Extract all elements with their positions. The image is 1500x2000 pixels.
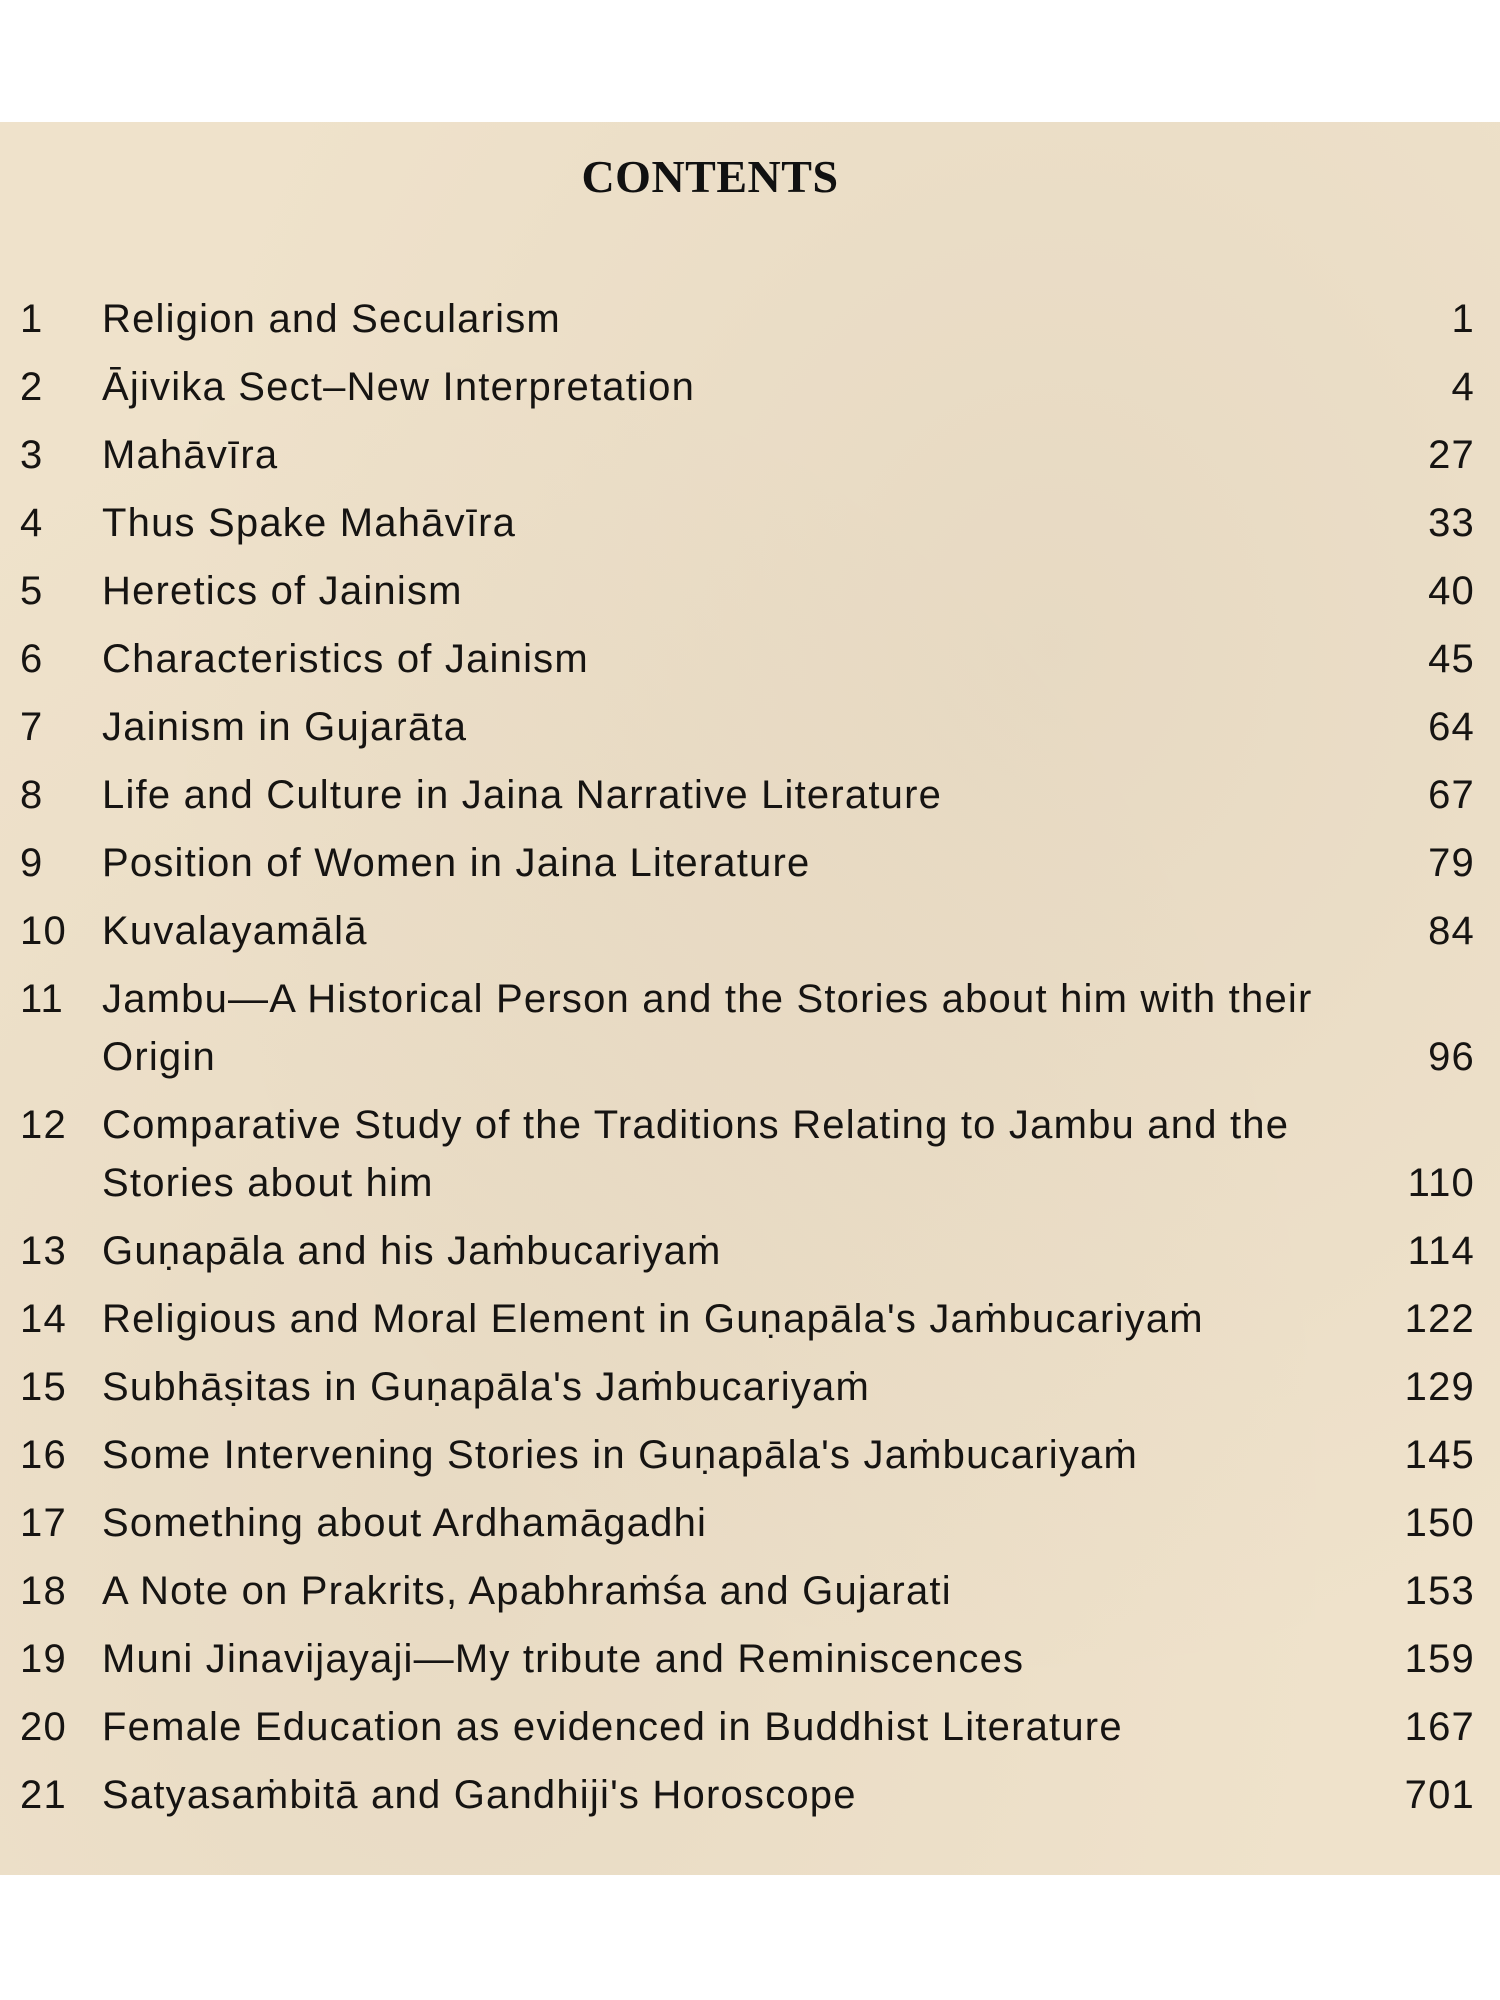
chapter-title: Religious and Moral Element in Guṇapāla's Jaṁbucariyaṁ — [102, 1297, 1204, 1341]
chapter-title: Characteristics of Jainism — [102, 637, 589, 681]
toc-entry — [20, 494, 1475, 562]
chapter-number: 11 — [20, 977, 64, 1021]
page-number: 110 — [1407, 1161, 1475, 1205]
chapter-number: 20 — [20, 1705, 67, 1749]
toc-entry — [20, 1222, 1475, 1290]
chapter-title: Guṇapāla and his Jaṁbucariyaṁ — [102, 1229, 722, 1273]
chapter-number: 2 — [20, 365, 44, 409]
toc-entry — [20, 426, 1475, 494]
toc-entry — [20, 1766, 1475, 1834]
chapter-title: Mahāvīra — [102, 433, 279, 477]
chapter-number: 19 — [20, 1637, 67, 1681]
chapter-title: Subhāṣitas in Guṇapāla's Jaṁbucariyaṁ — [102, 1365, 870, 1409]
chapter-title: Life and Culture in Jaina Narrative Literature — [102, 773, 943, 817]
chapter-title: Thus Spake Mahāvīra — [102, 501, 517, 545]
chapter-title: Kuvalayamālā — [102, 909, 368, 953]
chapter-number: 17 — [20, 1501, 67, 1545]
toc-entry — [20, 1358, 1475, 1426]
chapter-title: Some Intervening Stories in Guṇapāla's Jaṁbucariyaṁ — [102, 1433, 1138, 1477]
chapter-title: Muni Jinavijayaji—My tribute and Reminiscences — [102, 1637, 1025, 1681]
chapter-number: 7 — [20, 705, 44, 749]
page-number: 40 — [1428, 569, 1475, 613]
chapter-title: Jambu—A Historical Person and the Stories about him with their Origin — [102, 977, 1313, 1079]
chapter-number: 10 — [20, 909, 67, 953]
chapter-title: Female Education as evidenced in Buddhist Literature — [102, 1705, 1123, 1749]
book-page — [0, 122, 1500, 1875]
page-number: 67 — [1428, 773, 1475, 817]
page-number: 45 — [1428, 637, 1475, 681]
page-title: CONTENTS — [581, 151, 839, 202]
chapter-title: Comparative Study of the Traditions Relating to Jambu and the Stories about him — [102, 1103, 1290, 1205]
page-number: 167 — [1404, 1705, 1475, 1749]
chapter-number: 13 — [20, 1229, 67, 1273]
page-number: 114 — [1407, 1229, 1475, 1273]
table-of-contents — [20, 290, 1475, 1834]
page-number: 145 — [1404, 1433, 1475, 1477]
toc-entry — [20, 902, 1475, 970]
chapter-number: 3 — [20, 433, 44, 477]
page-number: 159 — [1404, 1637, 1475, 1681]
toc-entry — [20, 630, 1475, 698]
toc-entry — [20, 290, 1475, 358]
toc-entry — [20, 1630, 1475, 1698]
toc-entry — [20, 970, 1475, 1096]
toc-entry — [20, 562, 1475, 630]
chapter-number: 4 — [20, 501, 44, 545]
chapter-number: 16 — [20, 1433, 67, 1477]
chapter-number: 1 — [20, 297, 44, 341]
chapter-title: Something about Ardhamāgadhi — [102, 1501, 708, 1545]
page-number: 150 — [1404, 1501, 1475, 1545]
toc-entry — [20, 834, 1475, 902]
chapter-number: 14 — [20, 1297, 67, 1341]
chapter-title: Satyasaṁbitā and Gandhiji's Horoscope — [102, 1773, 857, 1817]
toc-entry — [20, 1494, 1475, 1562]
chapter-number: 9 — [20, 841, 44, 885]
chapter-title: Jainism in Gujarāta — [102, 705, 468, 749]
toc-entry — [20, 358, 1475, 426]
page-number: 701 — [1404, 1773, 1475, 1817]
chapter-title: Ājivika Sect–New Interpretation — [102, 365, 696, 409]
page-number: 79 — [1428, 841, 1475, 885]
page-number: 122 — [1404, 1297, 1475, 1341]
chapter-number: 21 — [20, 1773, 67, 1817]
toc-entry — [20, 698, 1475, 766]
page-number: 27 — [1428, 433, 1475, 477]
page-number: 96 — [1428, 1035, 1475, 1079]
toc-entry — [20, 1426, 1475, 1494]
chapter-number: 18 — [20, 1569, 67, 1613]
page-number: 4 — [1451, 365, 1475, 409]
toc-entry — [20, 1096, 1475, 1222]
page-number: 33 — [1428, 501, 1475, 545]
chapter-title: Heretics of Jainism — [102, 569, 463, 613]
chapter-number: 8 — [20, 773, 44, 817]
page-number: 1 — [1451, 297, 1475, 341]
page-number: 153 — [1404, 1569, 1475, 1613]
toc-entry — [20, 1698, 1475, 1766]
chapter-number: 15 — [20, 1365, 67, 1409]
chapter-number: 6 — [20, 637, 44, 681]
chapter-title: Position of Women in Jaina Literature — [102, 841, 811, 885]
toc-entry — [20, 1562, 1475, 1630]
toc-entry — [20, 1290, 1475, 1358]
chapter-number: 5 — [20, 569, 44, 613]
page-number: 84 — [1428, 909, 1475, 953]
page-number: 129 — [1404, 1365, 1475, 1409]
chapter-title: Religion and Secularism — [102, 297, 561, 341]
toc-entry — [20, 766, 1475, 834]
page-number: 64 — [1428, 705, 1475, 749]
chapter-number: 12 — [20, 1103, 67, 1147]
chapter-title: A Note on Prakrits, Apabhraṁśa and Gujarati — [102, 1569, 952, 1613]
